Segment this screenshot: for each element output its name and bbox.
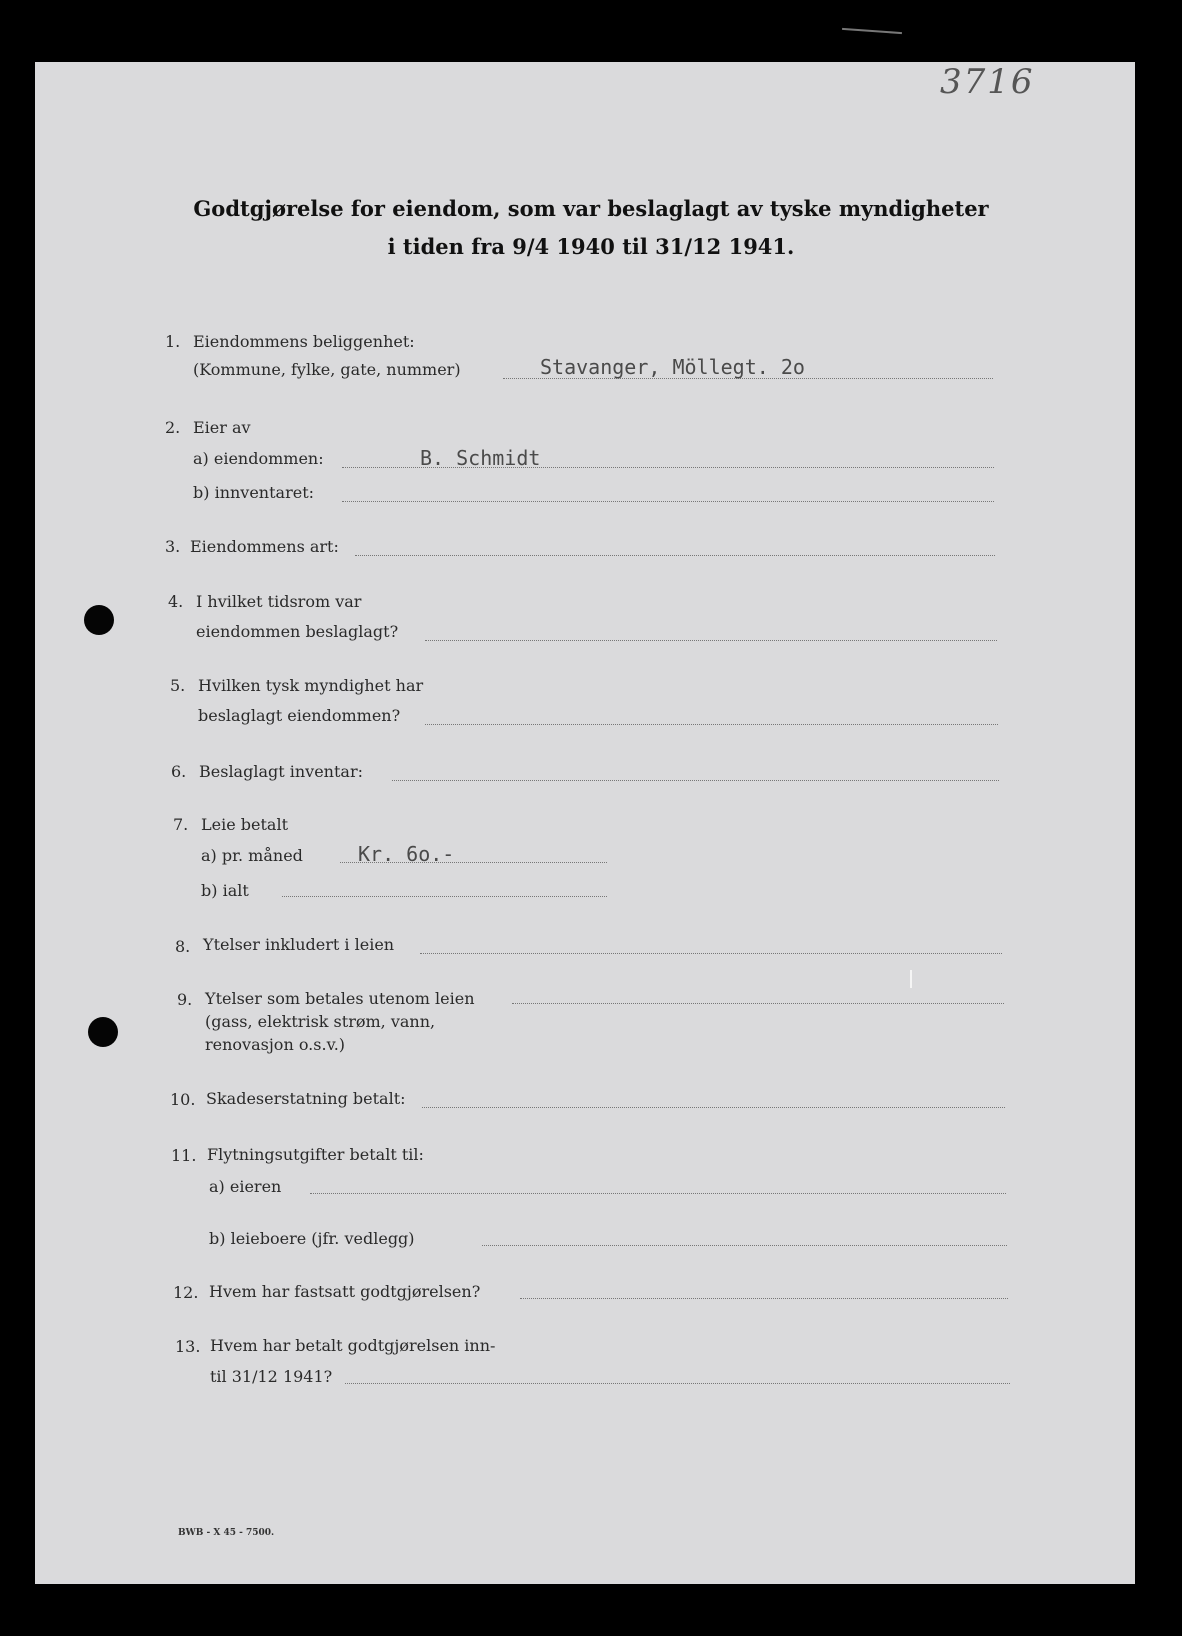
item-11a-label: a) eieren — [209, 1177, 282, 1196]
item-1-value: Stavanger, Möllegt. 2o — [540, 355, 805, 379]
item-2b-field[interactable] — [342, 501, 994, 502]
item-4-number: 4. — [168, 592, 184, 611]
item-9-label: Ytelser som betales utenom leien — [205, 989, 475, 1008]
edge-mark — [842, 28, 902, 34]
item-11a-field[interactable] — [310, 1193, 1006, 1194]
item-10-label: Skadeserstatning betalt: — [206, 1089, 406, 1108]
title-line-1: Godtgjørelse for eiendom, som var beslaglagt av tyske myndigheter — [193, 196, 989, 221]
page-number: 3716 — [940, 62, 1035, 102]
item-12-label: Hvem har fastsatt godtgjørelsen? — [209, 1282, 481, 1301]
item-11b-field[interactable] — [482, 1245, 1007, 1246]
item-5-field[interactable] — [425, 724, 998, 725]
item-12-number: 12. — [173, 1283, 199, 1302]
item-13-sublabel: til 31/12 1941? — [210, 1367, 333, 1386]
item-5-sublabel: beslaglagt eiendommen? — [198, 706, 401, 725]
item-7a-label: a) pr. måned — [201, 846, 303, 865]
item-2a-value: B. Schmidt — [420, 446, 541, 470]
item-1-sublabel: (Kommune, fylke, gate, nummer) — [193, 360, 461, 379]
item-1-label: Eiendommens beliggenhet: — [193, 332, 415, 351]
item-7-label: Leie betalt — [201, 815, 288, 834]
item-9-sublabel-2: renovasjon o.s.v.) — [205, 1035, 346, 1054]
item-5-number: 5. — [170, 676, 186, 695]
item-4-sublabel: eiendommen beslaglagt? — [196, 622, 399, 641]
item-3-label: Eiendommens art: — [190, 537, 339, 556]
item-7-number: 7. — [173, 815, 189, 834]
item-11-number: 11. — [171, 1146, 197, 1165]
form-code: BWB - X 45 - 7500. — [178, 1528, 275, 1538]
item-9-number: 9. — [177, 990, 193, 1009]
title-line-2: i tiden fra 9/4 1940 til 31/12 1941. — [387, 234, 795, 259]
item-1-number: 1. — [165, 332, 181, 351]
item-10-number: 10. — [170, 1090, 196, 1109]
item-12-field[interactable] — [520, 1298, 1008, 1299]
item-3-field[interactable] — [355, 555, 995, 556]
item-7a-value: Kr. 6o.- — [358, 842, 455, 866]
item-13-field[interactable] — [345, 1383, 1010, 1384]
item-8-field[interactable] — [420, 953, 1002, 954]
item-9-field[interactable] — [512, 1003, 1004, 1004]
item-11-label: Flytningsutgifter betalt til: — [207, 1145, 424, 1164]
item-8-label: Ytelser inkludert i leien — [203, 935, 395, 954]
item-13-label: Hvem har betalt godtgjørelsen inn- — [210, 1336, 496, 1355]
item-2-number: 2. — [165, 418, 181, 437]
item-8-number: 8. — [175, 937, 191, 956]
item-9-sublabel-1: (gass, elektrisk strøm, vann, — [205, 1012, 436, 1031]
item-4-label: I hvilket tidsrom var — [196, 592, 362, 611]
item-6-field[interactable] — [392, 780, 999, 781]
item-4-field[interactable] — [425, 640, 997, 641]
item-10-field[interactable] — [422, 1107, 1005, 1108]
item-11b-label: b) leieboere (jfr. vedlegg) — [209, 1229, 415, 1248]
item-6-label: Beslaglagt inventar: — [199, 762, 363, 781]
item-7b-field[interactable] — [282, 896, 607, 897]
scan-mark — [910, 970, 912, 988]
item-7b-label: b) ialt — [201, 881, 249, 900]
item-13-number: 13. — [175, 1337, 201, 1356]
punch-hole-top — [84, 605, 114, 635]
item-2-label: Eier av — [193, 418, 251, 437]
item-3-number: 3. — [165, 537, 181, 556]
item-5-label: Hvilken tysk myndighet har — [198, 676, 424, 695]
item-2b-label: b) innventaret: — [193, 483, 315, 502]
punch-hole-bottom — [88, 1017, 118, 1047]
item-2a-label: a) eiendommen: — [193, 449, 324, 468]
item-6-number: 6. — [171, 762, 187, 781]
